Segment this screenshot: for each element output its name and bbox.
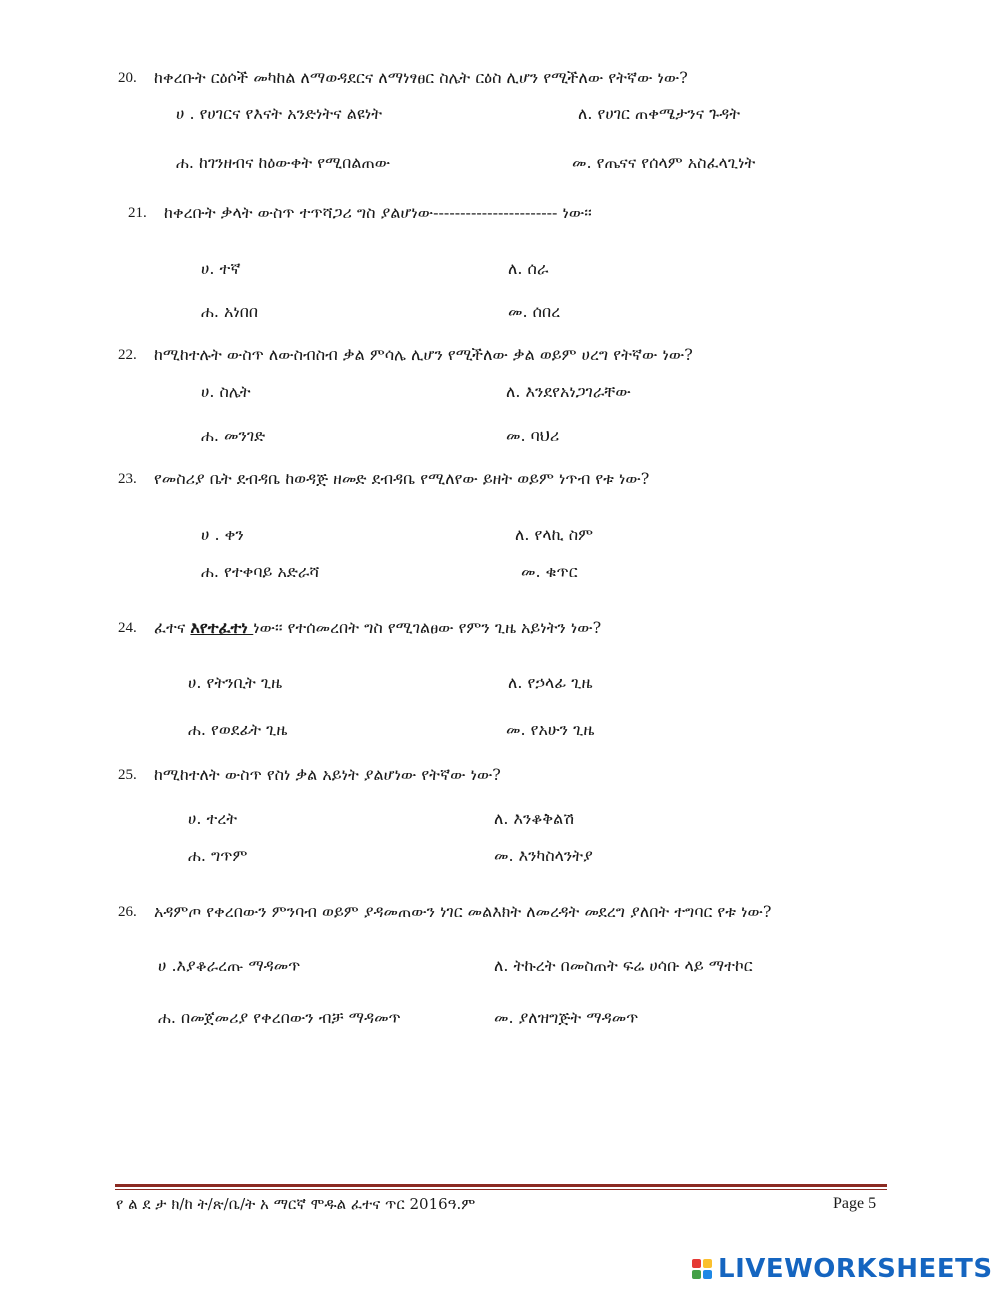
logo-text: LIVEWORKSHEETS [718, 1254, 993, 1284]
option-c: ሐ. የወደፊት ጊዜ [188, 720, 288, 739]
option-b: ለ. እንደየአነጋገራቸው [506, 382, 631, 401]
option-a: ሀ. የትንቢት ጊዜ [188, 673, 283, 692]
option-a: ሀ. ተረት [188, 809, 238, 828]
option-d: መ. ቁጥር [521, 562, 578, 581]
question-text-part: ነው፡፡ [557, 203, 592, 222]
option-a: ሀ. ስሌት [201, 382, 251, 401]
option-b: ለ. የላኪ ስም [515, 525, 594, 544]
question-text: ከሚከተሉት ውስጥ ለውስብስብ ቃል ምሳሌ ሊሆን የሚችለው ቃል ወይም ሀረግ የትኛው ነው? [154, 345, 693, 364]
question-number: 20. [118, 70, 137, 86]
page-number: Page 5 [833, 1195, 877, 1212]
option-c: ሐ. በመጀመሪያ የቀረበውን ብቻ ማዳመጥ [158, 1008, 401, 1027]
question-text: ከሚከተለት ውስጥ የስነ ቃል አይነት ያልሆነው የትኛው ነው? [154, 765, 501, 784]
option-b: ለ. የኃላፊ ጊዜ [508, 673, 593, 692]
option-d: መ. ሰበረ [508, 302, 561, 321]
option-a: ሀ. ተኛ [201, 259, 241, 278]
option-b: ለ. እንቆቅልሽ [494, 809, 575, 828]
question-number: 25. [118, 767, 137, 783]
question-text: አዳምጦ የቀረበውን ምንባብ ወይም ያዳመጠውን ነገር መልእክት ለመረዳት መደረግ ያለበት ተግባር የቱ ነው? [154, 902, 772, 921]
liveworksheets-logo[interactable] [692, 1254, 993, 1284]
question-text: የመስሪያ ቤት ደብዳቤ ከወዳጅ ዘመድ ደብዳቤ የሚለየው ይዘት ወይም ነጥብ የቱ ነው? [154, 469, 650, 488]
option-c: ሐ. አነበበ [201, 302, 259, 321]
footer-divider [115, 1184, 887, 1187]
logo-mark-icon [692, 1259, 712, 1279]
question-number: 22. [118, 347, 137, 363]
option-c: ሐ. ከገንዘብና ከዕውቀት የሚበልጠው [176, 153, 391, 172]
footer-title: የ ል ደ ታ ክ/ከ ት/ጽ/ቤ/ት አ ማርኛ ሞዱል ፈተና ጥር 2016ዓ.ም [116, 1195, 476, 1213]
footer-divider-thin [115, 1189, 887, 1190]
question-text: ከቀረቡት ርዕሶች መካከል ለማወዳደርና ለማነፃፀር ስሌት ርዕስ ሊሆን የሚችለው የትኛው ነው? [154, 68, 688, 87]
question-text-part: ፈተና [154, 618, 191, 637]
question-number: 21. [128, 205, 147, 221]
option-b: ለ. ሰራ [508, 259, 549, 278]
option-b: ለ. የሀገር ጠቀሜታንና ጉዳት [578, 104, 740, 123]
option-b: ለ. ትኩረት በመስጠት ፍሬ ሀሳቡ ላይ ማተኮር [494, 956, 753, 975]
question-text-part: ከቀረቡት ቃላት ውስጥ ተጥሻጋሪ ግስ ያልሆነው [164, 203, 434, 222]
option-d: መ. እንካስላንትያ [494, 846, 593, 865]
option-d: መ. ባህሪ [506, 426, 560, 445]
option-d: መ. የጤናና የሰላም አስፈላጊነት [572, 153, 756, 172]
question-text [154, 618, 601, 638]
question-text [164, 203, 592, 223]
question-number: 23. [118, 471, 137, 487]
option-c: ሐ. የተቀባይ አድራሻ [201, 562, 320, 581]
question-text-part: ነው፡፡ የተሰመረበት ግስ የሚገልፀው የምን ጊዜ አይነትን ነው? [253, 618, 602, 637]
question-number: 26. [118, 904, 137, 920]
option-d: መ. ያለዝግጅት ማዳመጥ [494, 1008, 639, 1027]
option-c: ሐ. ግጥም [188, 846, 248, 865]
option-d: መ. የአሁን ጊዜ [506, 720, 595, 739]
underlined-verb: እየተፈተነ [190, 618, 254, 637]
option-a: ሀ .እያቆራረጡ ማዳመጥ [158, 956, 301, 975]
answer-blank[interactable]: ----------------------- [433, 203, 558, 222]
question-number: 24. [118, 620, 137, 636]
option-c: ሐ. መንገድ [201, 426, 266, 445]
option-a: ሀ . ቀን [201, 525, 244, 544]
option-a: ሀ . የሀገርና የእናት አንድነትና ልዩነት [176, 104, 383, 123]
